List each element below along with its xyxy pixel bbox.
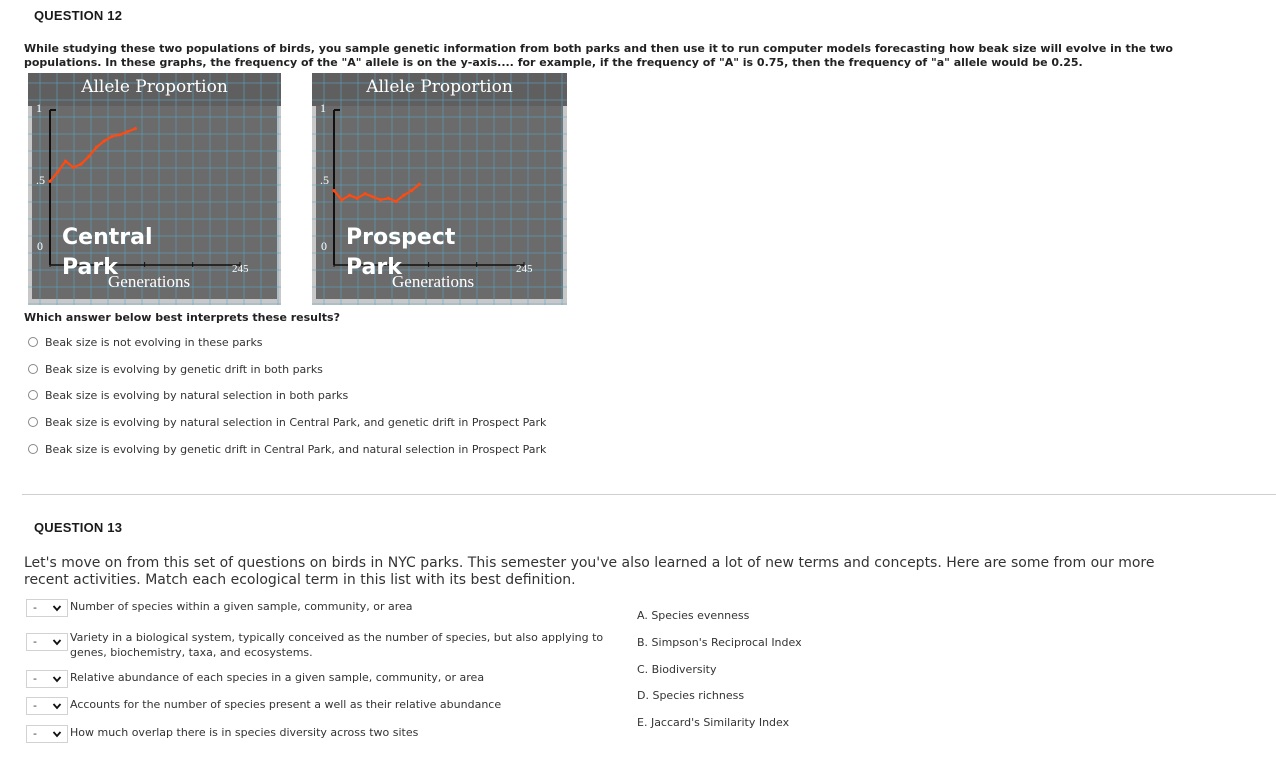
data-point	[110, 135, 113, 138]
question-divider	[22, 494, 1276, 495]
q12-question-text: While studying these two populations of birds, you sample genetic information from both parks and then use it to run computer models forecasting how beak size will evolve in the two populations. In these graphs, the frequency of the "A" allele is on the y-axis.... for example, if the frequency of "A" is 0.75, then the frequency of "a" allele would be 0.25.	[24, 42, 1173, 69]
park-name-line1: Central	[62, 225, 153, 250]
y-tick-1: 1	[320, 101, 326, 115]
data-point	[56, 170, 59, 173]
y-tick-0: 0	[321, 239, 327, 253]
q13-header: QUESTION 13	[34, 520, 123, 535]
x-axis-label: Generations	[108, 272, 191, 291]
data-point	[371, 195, 374, 198]
term-5-dropdown[interactable]	[26, 725, 68, 743]
data-point	[348, 194, 351, 197]
q12-prompt: Which answer below best interprets these results?	[24, 311, 340, 324]
term-3-dropdown[interactable]	[26, 670, 68, 688]
x-tick-245: 245	[232, 263, 249, 275]
park-name-line2: Park	[62, 255, 118, 280]
radio-button[interactable]	[28, 417, 38, 427]
data-point	[134, 127, 137, 130]
dropdown-value: -	[33, 601, 37, 614]
radio-button[interactable]	[28, 364, 38, 374]
y-tick-half: .5	[320, 173, 329, 187]
chart-title: Allele Proportion	[366, 77, 513, 97]
chevron-down-icon	[52, 674, 62, 684]
chart-title: Allele Proportion	[81, 77, 228, 97]
graph-prospect-park	[312, 73, 567, 305]
x-tick-245: 245	[516, 263, 533, 275]
option-label: Beak size is evolving by genetic drift in Central Park, and natural selection in Prospect Park	[45, 442, 547, 456]
dropdown-value: -	[33, 672, 37, 685]
data-point	[410, 189, 413, 192]
match-row-4	[26, 697, 501, 715]
data-point	[64, 160, 67, 163]
data-point	[418, 183, 421, 186]
graph-central-park	[28, 73, 281, 305]
term-definition: How much overlap there is in species diversity across two sites	[70, 726, 419, 739]
match-row-3	[26, 670, 484, 688]
answer-a: A. Species evenness	[637, 609, 750, 622]
chevron-down-icon	[52, 701, 62, 711]
x-axis-label: Generations	[392, 272, 475, 291]
data-point	[95, 146, 98, 149]
option-2[interactable]	[28, 361, 323, 377]
data-point	[332, 189, 335, 192]
park-name-line2: Park	[346, 255, 402, 280]
answer-d: D. Species richness	[637, 689, 745, 702]
park-name-line1: Prospect	[346, 225, 456, 250]
match-row-5	[26, 725, 418, 743]
q12-header: QUESTION 12	[34, 8, 123, 23]
answer-b: B. Simpson's Reciprocal Index	[637, 636, 802, 649]
option-label: Beak size is evolving by natural selection in both parks	[45, 388, 349, 402]
term-definition: Variety in a biological system, typically conceived as the number of species, but also applying to genes, biochemistry, taxa, and ecosystems.	[70, 631, 604, 659]
y-tick-1: 1	[36, 101, 42, 115]
data-point	[126, 130, 129, 133]
option-label: Beak size is evolving by natural selection in Central Park, and genetic drift in Prospect Park	[45, 415, 547, 429]
term-1-dropdown[interactable]	[26, 599, 68, 617]
dropdown-value: -	[33, 699, 37, 712]
radio-button[interactable]	[28, 444, 38, 454]
answer-c: C. Biodiversity	[637, 663, 717, 676]
answer-e: E. Jaccard's Similarity Index	[637, 716, 790, 729]
data-point	[103, 139, 106, 142]
term-definition: Number of species within a given sample, community, or area	[70, 600, 413, 613]
data-point	[402, 194, 405, 197]
data-point	[363, 192, 366, 195]
y-tick-0: 0	[37, 239, 43, 253]
option-1[interactable]	[28, 334, 263, 350]
dropdown-value: -	[33, 727, 37, 740]
dropdown-value: -	[33, 635, 37, 648]
option-3[interactable]	[28, 387, 348, 403]
chevron-down-icon	[52, 637, 62, 647]
data-point	[394, 200, 397, 203]
option-label: Beak size is not evolving in these parks	[45, 335, 263, 349]
match-row-2	[26, 630, 630, 660]
match-row-1	[26, 599, 413, 617]
data-point	[72, 166, 75, 169]
data-point	[387, 197, 390, 200]
option-label: Beak size is evolving by genetic drift in both parks	[45, 362, 323, 376]
data-point	[356, 197, 359, 200]
term-4-dropdown[interactable]	[26, 697, 68, 715]
term-2-dropdown[interactable]	[26, 633, 68, 651]
q13-question-text: Let's move on from this set of questions on birds in NYC parks. This semester you've also learned a lot of new terms and concepts. Here are some from our more recent activities. Match each ecological term in this list with its best definition.	[24, 555, 1155, 588]
data-point	[340, 198, 343, 201]
option-4[interactable]	[28, 414, 546, 430]
data-point	[118, 133, 121, 136]
radio-button[interactable]	[28, 337, 38, 347]
y-tick-half: .5	[36, 173, 45, 187]
data-point	[87, 155, 90, 158]
data-point	[379, 198, 382, 201]
data-point	[79, 163, 82, 166]
term-definition: Accounts for the number of species present a well as their relative abundance	[70, 698, 502, 711]
chevron-down-icon	[52, 729, 62, 739]
chevron-down-icon	[52, 603, 62, 613]
radio-button[interactable]	[28, 390, 38, 400]
data-point	[48, 180, 51, 183]
term-definition: Relative abundance of each species in a given sample, community, or area	[70, 671, 485, 684]
option-5[interactable]	[28, 441, 546, 457]
